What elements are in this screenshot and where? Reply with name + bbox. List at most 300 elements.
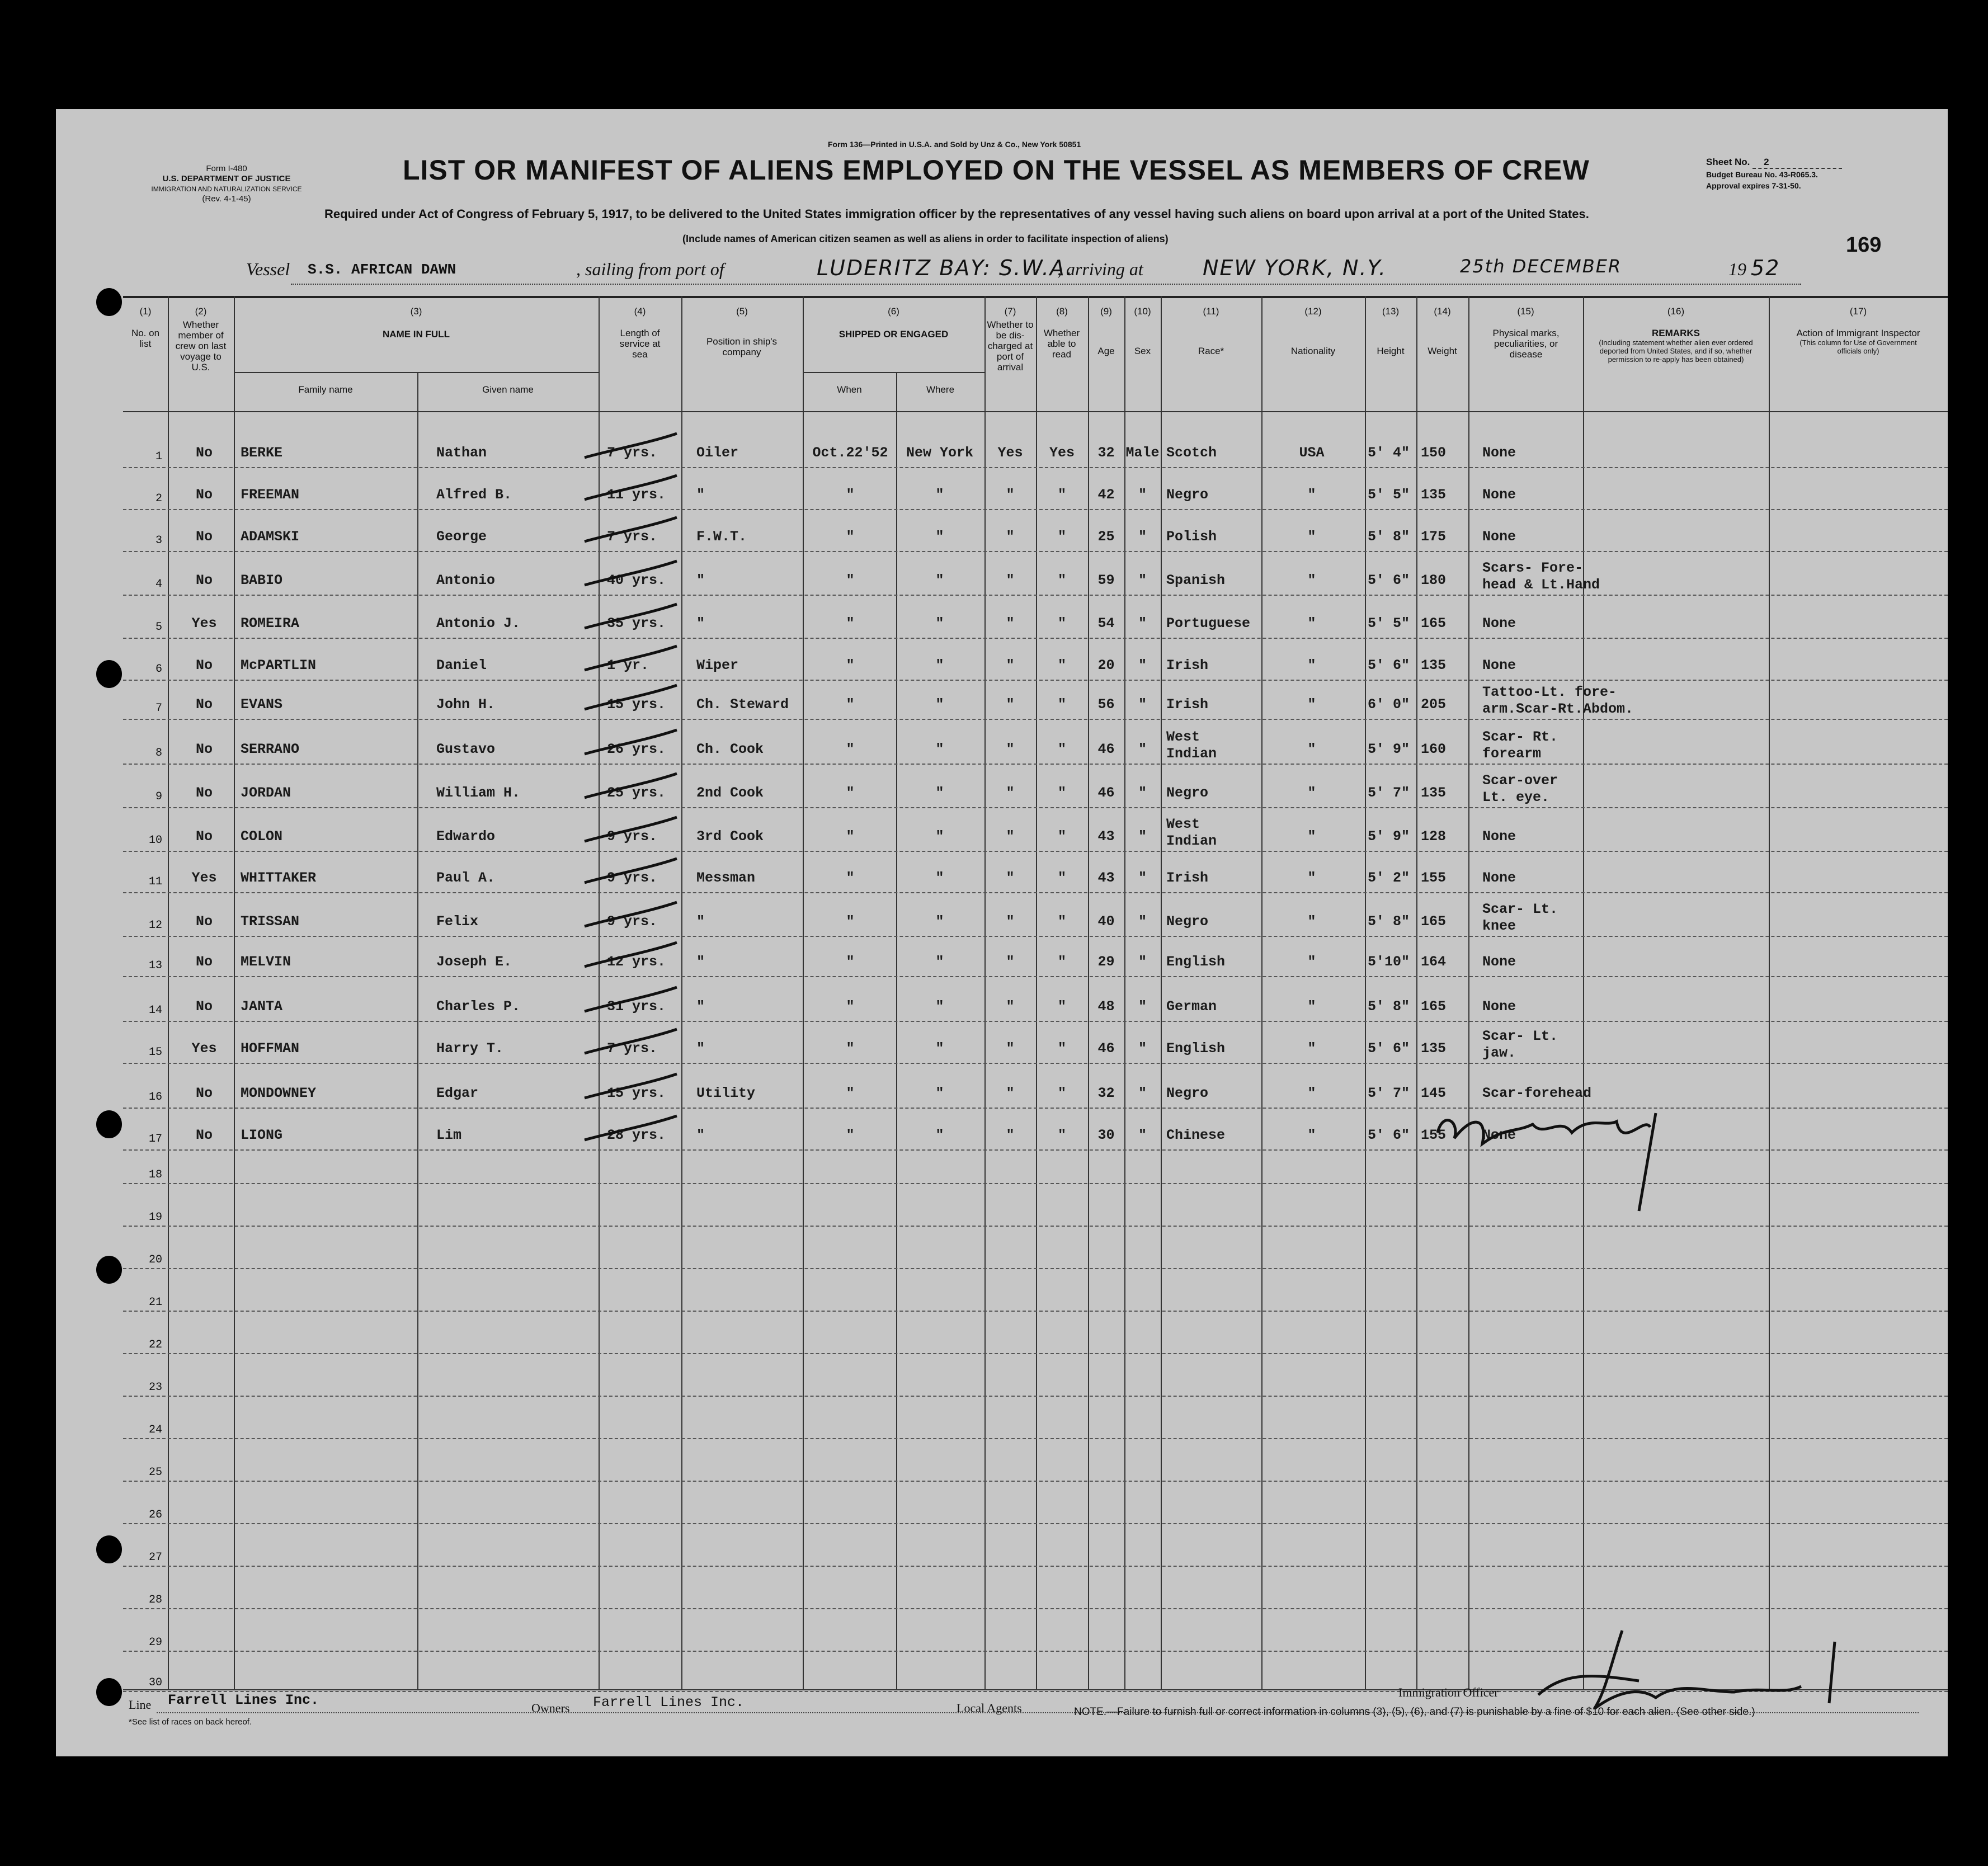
check-mark bbox=[585, 475, 677, 500]
cell-where: " bbox=[935, 1085, 944, 1101]
cell-discharged: " bbox=[1006, 954, 1015, 970]
row-number: 30 bbox=[148, 1676, 162, 1689]
owners-value: Farrell Lines Inc. bbox=[593, 1694, 745, 1710]
cell-sex: " bbox=[1138, 785, 1147, 801]
col4-header: (4) Length of service at sea bbox=[619, 306, 661, 360]
cell-height: 5' 7" bbox=[1368, 1085, 1410, 1101]
cell-when: " bbox=[846, 913, 855, 930]
cell-family: MELVIN bbox=[241, 954, 291, 970]
cell-service: 15 yrs. bbox=[607, 696, 666, 713]
cell-when: " bbox=[846, 1085, 855, 1101]
races-note: *See list of races on back hereof. bbox=[129, 1717, 252, 1727]
year-prefix: 19 bbox=[1728, 259, 1746, 279]
cell-read: " bbox=[1057, 696, 1066, 713]
given-name-header: Given name bbox=[482, 384, 534, 395]
row-number: 19 bbox=[148, 1211, 162, 1224]
col15-header: (15) Physical marks, peculiarities, or disease bbox=[1492, 306, 1560, 360]
check-mark bbox=[585, 859, 677, 883]
cell-age: 40 bbox=[1097, 913, 1115, 930]
cell-given: Gustavo bbox=[436, 741, 496, 757]
row-number: 2 bbox=[155, 492, 162, 505]
row-number: 4 bbox=[155, 578, 162, 591]
cell-discharged: " bbox=[1006, 1085, 1015, 1101]
check-mark bbox=[585, 1029, 677, 1053]
cell-race: Negro bbox=[1166, 785, 1209, 801]
cell-race: West Indian bbox=[1166, 729, 1217, 762]
cell-position: Ch. Cook bbox=[696, 741, 764, 757]
cell-nationality: " bbox=[1307, 487, 1316, 503]
row-number: 16 bbox=[148, 1091, 162, 1104]
form-number: Form I-480 bbox=[206, 164, 247, 173]
department: U.S. DEPARTMENT OF JUSTICE bbox=[162, 174, 291, 183]
cell-discharged: " bbox=[1006, 487, 1015, 503]
cell-height: 5' 6" bbox=[1368, 657, 1410, 673]
cell-age: 42 bbox=[1097, 487, 1115, 503]
cell-position: 3rd Cook bbox=[696, 828, 764, 845]
cell-race: Scotch bbox=[1166, 445, 1217, 461]
cell-height: 5'10" bbox=[1368, 954, 1410, 970]
cell-discharged: " bbox=[1006, 1127, 1015, 1143]
cell-family: JORDAN bbox=[241, 785, 291, 801]
cell-prev: No bbox=[195, 487, 213, 503]
cell-family: BABIO bbox=[241, 572, 283, 588]
cell-position: Oiler bbox=[696, 445, 739, 461]
cell-prev: No bbox=[195, 657, 213, 673]
row-number: 27 bbox=[148, 1551, 162, 1564]
col1-header: (1) No. on list bbox=[131, 306, 160, 349]
cell-service: 40 yrs. bbox=[607, 572, 666, 588]
cell-read: " bbox=[1057, 657, 1066, 673]
vessel-label: Vessel bbox=[246, 259, 290, 279]
sheet-number: 2 bbox=[1753, 157, 1842, 169]
cell-race: Negro bbox=[1166, 1085, 1209, 1101]
instruction-text: (Include names of American citizen seamen as well as aliens in order to facilitate inspection of aliens) bbox=[682, 233, 1169, 244]
check-mark bbox=[585, 943, 677, 967]
cell-race: Portuguese bbox=[1166, 615, 1251, 632]
local-agents-label: Local Agents bbox=[957, 1701, 1022, 1715]
line-value: Farrell Lines Inc. bbox=[168, 1692, 319, 1708]
cell-given: Antonio J. bbox=[436, 615, 521, 632]
row-number: 14 bbox=[148, 1004, 162, 1017]
row-number: 10 bbox=[148, 834, 162, 847]
cell-given: Alfred B. bbox=[436, 487, 512, 503]
row-number: 22 bbox=[148, 1339, 162, 1351]
cell-nationality: " bbox=[1307, 828, 1316, 845]
cell-given: Charles P. bbox=[436, 998, 521, 1015]
cell-prev: No bbox=[195, 1085, 213, 1101]
cell-service: 28 yrs. bbox=[607, 1127, 666, 1143]
cell-height: 5' 5" bbox=[1368, 487, 1410, 503]
cell-race: Irish bbox=[1166, 870, 1209, 886]
arrival-date: 25th DECEMBER bbox=[1460, 256, 1622, 277]
cell-service: 9 yrs. bbox=[607, 828, 658, 845]
row-number: 26 bbox=[148, 1509, 162, 1521]
cell-sex: " bbox=[1138, 870, 1147, 886]
cell-height: 5' 6" bbox=[1368, 1040, 1410, 1057]
cell-position: Wiper bbox=[696, 657, 739, 673]
cell-position: " bbox=[696, 1040, 705, 1057]
sheet-label: Sheet No. bbox=[1706, 157, 1750, 167]
cell-age: 32 bbox=[1097, 1085, 1115, 1101]
cell-service: 25 yrs. bbox=[607, 785, 666, 801]
cell-prev: No bbox=[195, 741, 213, 757]
cell-height: 5' 6" bbox=[1368, 1127, 1410, 1143]
cell-given: William H. bbox=[436, 785, 521, 801]
cell-height: 5' 4" bbox=[1368, 445, 1410, 461]
cell-age: 48 bbox=[1097, 998, 1115, 1015]
owners-label: Owners bbox=[531, 1701, 570, 1715]
cell-service: 7 yrs. bbox=[607, 1040, 658, 1057]
row-number: 7 bbox=[155, 702, 162, 715]
cell-given: Harry T. bbox=[436, 1040, 504, 1057]
cell-marks: Tattoo-Lt. fore- arm.Scar-Rt.Abdom. bbox=[1482, 684, 1634, 717]
cell-position: " bbox=[696, 487, 705, 503]
cell-race: Chinese bbox=[1166, 1127, 1226, 1143]
cell-nationality: " bbox=[1307, 615, 1316, 632]
row-number: 9 bbox=[155, 790, 162, 803]
cell-age: 46 bbox=[1097, 1040, 1115, 1057]
cell-height: 6' 0" bbox=[1368, 696, 1410, 713]
cell-where: " bbox=[935, 1040, 944, 1057]
cell-family: BERKE bbox=[241, 445, 283, 461]
cell-marks: Scar- Lt. jaw. bbox=[1482, 1028, 1558, 1061]
cell-nationality: " bbox=[1307, 954, 1316, 970]
cell-age: 32 bbox=[1097, 445, 1115, 461]
col16-header: (16) REMARKS (Including statement whether alien ever ordered deported from United States, and if so, whether permission to re-apply has been obtained) bbox=[1599, 306, 1753, 364]
cell-weight: 205 bbox=[1421, 696, 1447, 713]
cell-prev: Yes bbox=[191, 1040, 217, 1057]
row-number: 24 bbox=[148, 1424, 162, 1436]
cell-prev: No bbox=[195, 913, 213, 930]
cell-read: " bbox=[1057, 1127, 1066, 1143]
cell-nationality: " bbox=[1307, 529, 1316, 545]
row-number: 23 bbox=[148, 1381, 162, 1394]
cell-position: Ch. Steward bbox=[696, 696, 789, 713]
cell-nationality: " bbox=[1307, 1085, 1316, 1101]
cell-sex: " bbox=[1138, 572, 1147, 588]
arrival-year: 52 bbox=[1751, 256, 1780, 280]
cell-sex: " bbox=[1138, 828, 1147, 845]
cell-family: ROMEIRA bbox=[241, 615, 300, 632]
cell-read: " bbox=[1057, 529, 1066, 545]
cell-weight: 135 bbox=[1421, 487, 1447, 503]
cell-sex: " bbox=[1138, 696, 1147, 713]
cell-age: 56 bbox=[1097, 696, 1115, 713]
cell-position: Utility bbox=[696, 1085, 756, 1101]
cell-family: WHITTAKER bbox=[241, 870, 317, 886]
cell-when: " bbox=[846, 741, 855, 757]
col6-header: (6) SHIPPED OR ENGAGED bbox=[838, 306, 949, 340]
cell-when: " bbox=[846, 785, 855, 801]
cell-discharged: " bbox=[1006, 529, 1015, 545]
cell-family: HOFFMAN bbox=[241, 1040, 300, 1057]
cell-given: George bbox=[436, 529, 487, 545]
row-number: 25 bbox=[148, 1466, 162, 1479]
cell-marks: Scar-over Lt. eye. bbox=[1482, 772, 1558, 805]
cell-where: " bbox=[935, 529, 944, 545]
cell-where: " bbox=[935, 1127, 944, 1143]
cell-read: " bbox=[1057, 913, 1066, 930]
cell-race: Negro bbox=[1166, 913, 1209, 930]
cell-position: Messman bbox=[696, 870, 756, 886]
cell-prev: No bbox=[195, 696, 213, 713]
cell-family: SERRANO bbox=[241, 741, 300, 757]
cell-height: 5' 8" bbox=[1368, 913, 1410, 930]
check-mark bbox=[585, 817, 677, 841]
cell-given: Paul A. bbox=[436, 870, 496, 886]
port-from: LUDERITZ BAY: S.W.A. bbox=[817, 256, 1074, 280]
cell-age: 43 bbox=[1097, 828, 1115, 845]
col9-header: (9) Age bbox=[1097, 306, 1115, 356]
cell-family: EVANS bbox=[241, 696, 283, 713]
cell-position: F.W.T. bbox=[696, 529, 747, 545]
cell-where: " bbox=[935, 615, 944, 632]
cell-position: 2nd Cook bbox=[696, 785, 764, 801]
cell-nationality: " bbox=[1307, 998, 1316, 1015]
revision: (Rev. 4-1-45) bbox=[202, 194, 251, 204]
cell-service: 1 yr. bbox=[607, 657, 649, 673]
row-number: 29 bbox=[148, 1636, 162, 1649]
cell-nationality: " bbox=[1307, 870, 1316, 886]
cell-position: " bbox=[696, 998, 705, 1015]
cell-service: 31 yrs. bbox=[607, 998, 666, 1015]
cell-height: 5' 7" bbox=[1368, 785, 1410, 801]
printer-line: Form 136—Printed in U.S.A. and Sold by Unz & Co., New York 50851 bbox=[828, 140, 1081, 149]
cell-where: " bbox=[935, 870, 944, 886]
cell-prev: No bbox=[195, 572, 213, 588]
cell-when: Oct.22'52 bbox=[812, 445, 888, 461]
cell-when: " bbox=[846, 870, 855, 886]
cell-prev: No bbox=[195, 1127, 213, 1143]
requirement-text: Required under Act of Congress of February 5, 1917, to be delivered to the United States immigration officer by the representatives of any vessel having such aliens on board upon arrival at a port of the United States. bbox=[324, 207, 1589, 221]
cell-age: 20 bbox=[1097, 657, 1115, 673]
cell-sex: " bbox=[1138, 657, 1147, 673]
cell-given: Daniel bbox=[436, 657, 487, 673]
cell-where: " bbox=[935, 828, 944, 845]
check-mark bbox=[585, 774, 677, 798]
where-header: Where bbox=[926, 384, 955, 395]
cell-weight: 165 bbox=[1421, 998, 1447, 1015]
cell-race: Spanish bbox=[1166, 572, 1226, 588]
cell-nationality: " bbox=[1307, 785, 1316, 801]
cell-weight: 160 bbox=[1421, 741, 1447, 757]
cell-nationality: " bbox=[1307, 913, 1316, 930]
cell-marks: Scars- Fore- head & Lt.Hand bbox=[1482, 560, 1600, 593]
cell-when: " bbox=[846, 529, 855, 545]
cell-marks: Scar-forehead bbox=[1482, 1085, 1592, 1101]
cell-race: West Indian bbox=[1166, 816, 1217, 849]
cell-age: 30 bbox=[1097, 1127, 1115, 1143]
cell-service: 7 yrs. bbox=[607, 445, 658, 461]
line-label: Line bbox=[129, 1698, 152, 1712]
cell-nationality: USA bbox=[1299, 445, 1325, 461]
pen-marks bbox=[56, 109, 1948, 1756]
row-number: 11 bbox=[148, 875, 162, 888]
cell-when: " bbox=[846, 615, 855, 632]
cell-where: " bbox=[935, 696, 944, 713]
cell-age: 59 bbox=[1097, 572, 1115, 588]
cell-read: Yes bbox=[1049, 445, 1075, 461]
approval-expiry: Approval expires 7-31-50. bbox=[1706, 181, 1801, 190]
row-number: 5 bbox=[155, 621, 162, 634]
cell-marks: None bbox=[1482, 445, 1516, 461]
cell-read: " bbox=[1057, 828, 1066, 845]
cell-where: " bbox=[935, 572, 944, 588]
check-mark bbox=[585, 561, 677, 585]
cell-when: " bbox=[846, 1127, 855, 1143]
cell-race: English bbox=[1166, 1040, 1226, 1057]
cell-read: " bbox=[1057, 998, 1066, 1015]
cell-weight: 128 bbox=[1421, 828, 1447, 845]
row-number: 18 bbox=[148, 1168, 162, 1181]
cell-marks: Scar- Lt. knee bbox=[1482, 901, 1558, 934]
cell-age: 46 bbox=[1097, 785, 1115, 801]
cell-sex: " bbox=[1138, 615, 1147, 632]
row-number: 15 bbox=[148, 1046, 162, 1059]
check-mark bbox=[585, 433, 677, 458]
col13-header: (13) Height bbox=[1377, 306, 1405, 356]
cell-given: Edwardo bbox=[436, 828, 496, 845]
immigration-officer-label: Immigration Officer bbox=[1398, 1685, 1499, 1699]
cell-marks: None bbox=[1482, 657, 1516, 673]
cell-weight: 175 bbox=[1421, 529, 1447, 545]
cell-where: " bbox=[935, 998, 944, 1015]
cell-prev: No bbox=[195, 828, 213, 845]
cell-given: John H. bbox=[436, 696, 496, 713]
cell-service: 35 yrs. bbox=[607, 615, 666, 632]
row-number: 17 bbox=[148, 1133, 162, 1146]
cell-prev: No bbox=[195, 445, 213, 461]
budget-number: Budget Bureau No. 43-R065.3. bbox=[1706, 170, 1818, 179]
cell-prev: Yes bbox=[191, 870, 217, 886]
cell-read: " bbox=[1057, 741, 1066, 757]
cell-nationality: " bbox=[1307, 1040, 1316, 1057]
cell-age: 29 bbox=[1097, 954, 1115, 970]
cell-sex: " bbox=[1138, 998, 1147, 1015]
cell-where: " bbox=[935, 741, 944, 757]
cell-where: New York bbox=[906, 445, 974, 461]
cell-weight: 135 bbox=[1421, 657, 1447, 673]
row-number: 20 bbox=[148, 1254, 162, 1266]
cell-where: " bbox=[935, 785, 944, 801]
cell-when: " bbox=[846, 998, 855, 1015]
check-marks bbox=[585, 433, 677, 1140]
cell-family: LIONG bbox=[241, 1127, 283, 1143]
cell-where: " bbox=[935, 657, 944, 673]
row-number: 12 bbox=[148, 919, 162, 932]
cell-given: Antonio bbox=[436, 572, 496, 588]
cell-race: Irish bbox=[1166, 657, 1209, 673]
cell-discharged: " bbox=[1006, 870, 1015, 886]
check-mark bbox=[585, 646, 677, 670]
cell-read: " bbox=[1057, 1085, 1066, 1101]
cell-sex: " bbox=[1138, 913, 1147, 930]
cell-race: Irish bbox=[1166, 696, 1209, 713]
page-title: LIST OR MANIFEST OF ALIENS EMPLOYED ON THE VESSEL AS MEMBERS OF CREW bbox=[403, 154, 1590, 186]
cell-service: 26 yrs. bbox=[607, 741, 666, 757]
page-stamp-number: 169 bbox=[1846, 233, 1882, 257]
cell-height: 5' 9" bbox=[1368, 741, 1410, 757]
cell-race: English bbox=[1166, 954, 1226, 970]
cell-read: " bbox=[1057, 954, 1066, 970]
officer-signature bbox=[1538, 1631, 1835, 1709]
check-mark bbox=[585, 902, 677, 926]
check-mark bbox=[585, 1116, 677, 1140]
row-number: 8 bbox=[155, 747, 162, 760]
cell-age: 43 bbox=[1097, 870, 1115, 886]
cell-nationality: " bbox=[1307, 741, 1316, 757]
check-mark bbox=[585, 604, 677, 628]
cell-marks: None bbox=[1482, 828, 1516, 845]
cell-marks: None bbox=[1482, 1127, 1516, 1143]
row-number: 13 bbox=[148, 959, 162, 972]
cell-discharged: " bbox=[1006, 741, 1015, 757]
fine-note: NOTE.—Failure to furnish full or correct information in columns (3), (5), (6), and (7) is punishable by a fine of $10 for each alien. (See other side.) bbox=[1074, 1706, 1755, 1718]
col11-header: (11) Race* bbox=[1198, 306, 1224, 356]
row-number: 21 bbox=[148, 1296, 162, 1309]
cell-family: MONDOWNEY bbox=[241, 1085, 317, 1101]
cell-position: " bbox=[696, 572, 705, 588]
cell-service: 9 yrs. bbox=[607, 870, 658, 886]
cell-where: " bbox=[935, 954, 944, 970]
service: IMMIGRATION AND NATURALIZATION SERVICE bbox=[151, 185, 302, 193]
cell-age: 25 bbox=[1097, 529, 1115, 545]
cell-height: 5' 8" bbox=[1368, 529, 1410, 545]
cell-sex: " bbox=[1138, 741, 1147, 757]
row-number: 28 bbox=[148, 1594, 162, 1606]
cell-given: Nathan bbox=[436, 445, 487, 461]
cell-weight: 145 bbox=[1421, 1085, 1447, 1101]
col14-header: (14) Weight bbox=[1428, 306, 1457, 356]
cell-height: 5' 6" bbox=[1368, 572, 1410, 588]
check-mark bbox=[585, 685, 677, 709]
cell-weight: 155 bbox=[1421, 870, 1447, 886]
cell-family: McPARTLIN bbox=[241, 657, 317, 673]
cell-when: " bbox=[846, 696, 855, 713]
cell-family: FREEMAN bbox=[241, 487, 300, 503]
cell-weight: 150 bbox=[1421, 445, 1447, 461]
cell-prev: Yes bbox=[191, 615, 217, 632]
cell-read: " bbox=[1057, 487, 1066, 503]
cell-sex: " bbox=[1138, 529, 1147, 545]
cell-discharged: " bbox=[1006, 785, 1015, 801]
check-mark bbox=[585, 1074, 677, 1098]
cell-sex: Male bbox=[1125, 445, 1160, 461]
cell-when: " bbox=[846, 828, 855, 845]
cell-height: 5' 2" bbox=[1368, 870, 1410, 886]
family-name-header: Family name bbox=[298, 384, 353, 395]
vessel-name: S.S. AFRICAN DAWN bbox=[308, 261, 456, 278]
cell-position: " bbox=[696, 954, 705, 970]
cell-marks: None bbox=[1482, 870, 1516, 886]
port-to: NEW YORK, N.Y. bbox=[1203, 256, 1387, 280]
cell-read: " bbox=[1057, 572, 1066, 588]
manifest-page bbox=[56, 109, 1948, 1756]
cell-discharged: " bbox=[1006, 913, 1015, 930]
cell-prev: No bbox=[195, 785, 213, 801]
cell-family: TRISSAN bbox=[241, 913, 300, 930]
cell-given: Lim bbox=[436, 1127, 462, 1143]
cell-family: COLON bbox=[241, 828, 283, 845]
cell-given: Felix bbox=[436, 913, 479, 930]
cell-race: Polish bbox=[1166, 529, 1217, 545]
cell-marks: None bbox=[1482, 998, 1516, 1015]
cell-nationality: " bbox=[1307, 572, 1316, 588]
cell-where: " bbox=[935, 913, 944, 930]
cell-service: 11 yrs. bbox=[607, 487, 666, 503]
row-number: 3 bbox=[155, 534, 162, 547]
arriving-label: , arriving at bbox=[1057, 259, 1143, 279]
